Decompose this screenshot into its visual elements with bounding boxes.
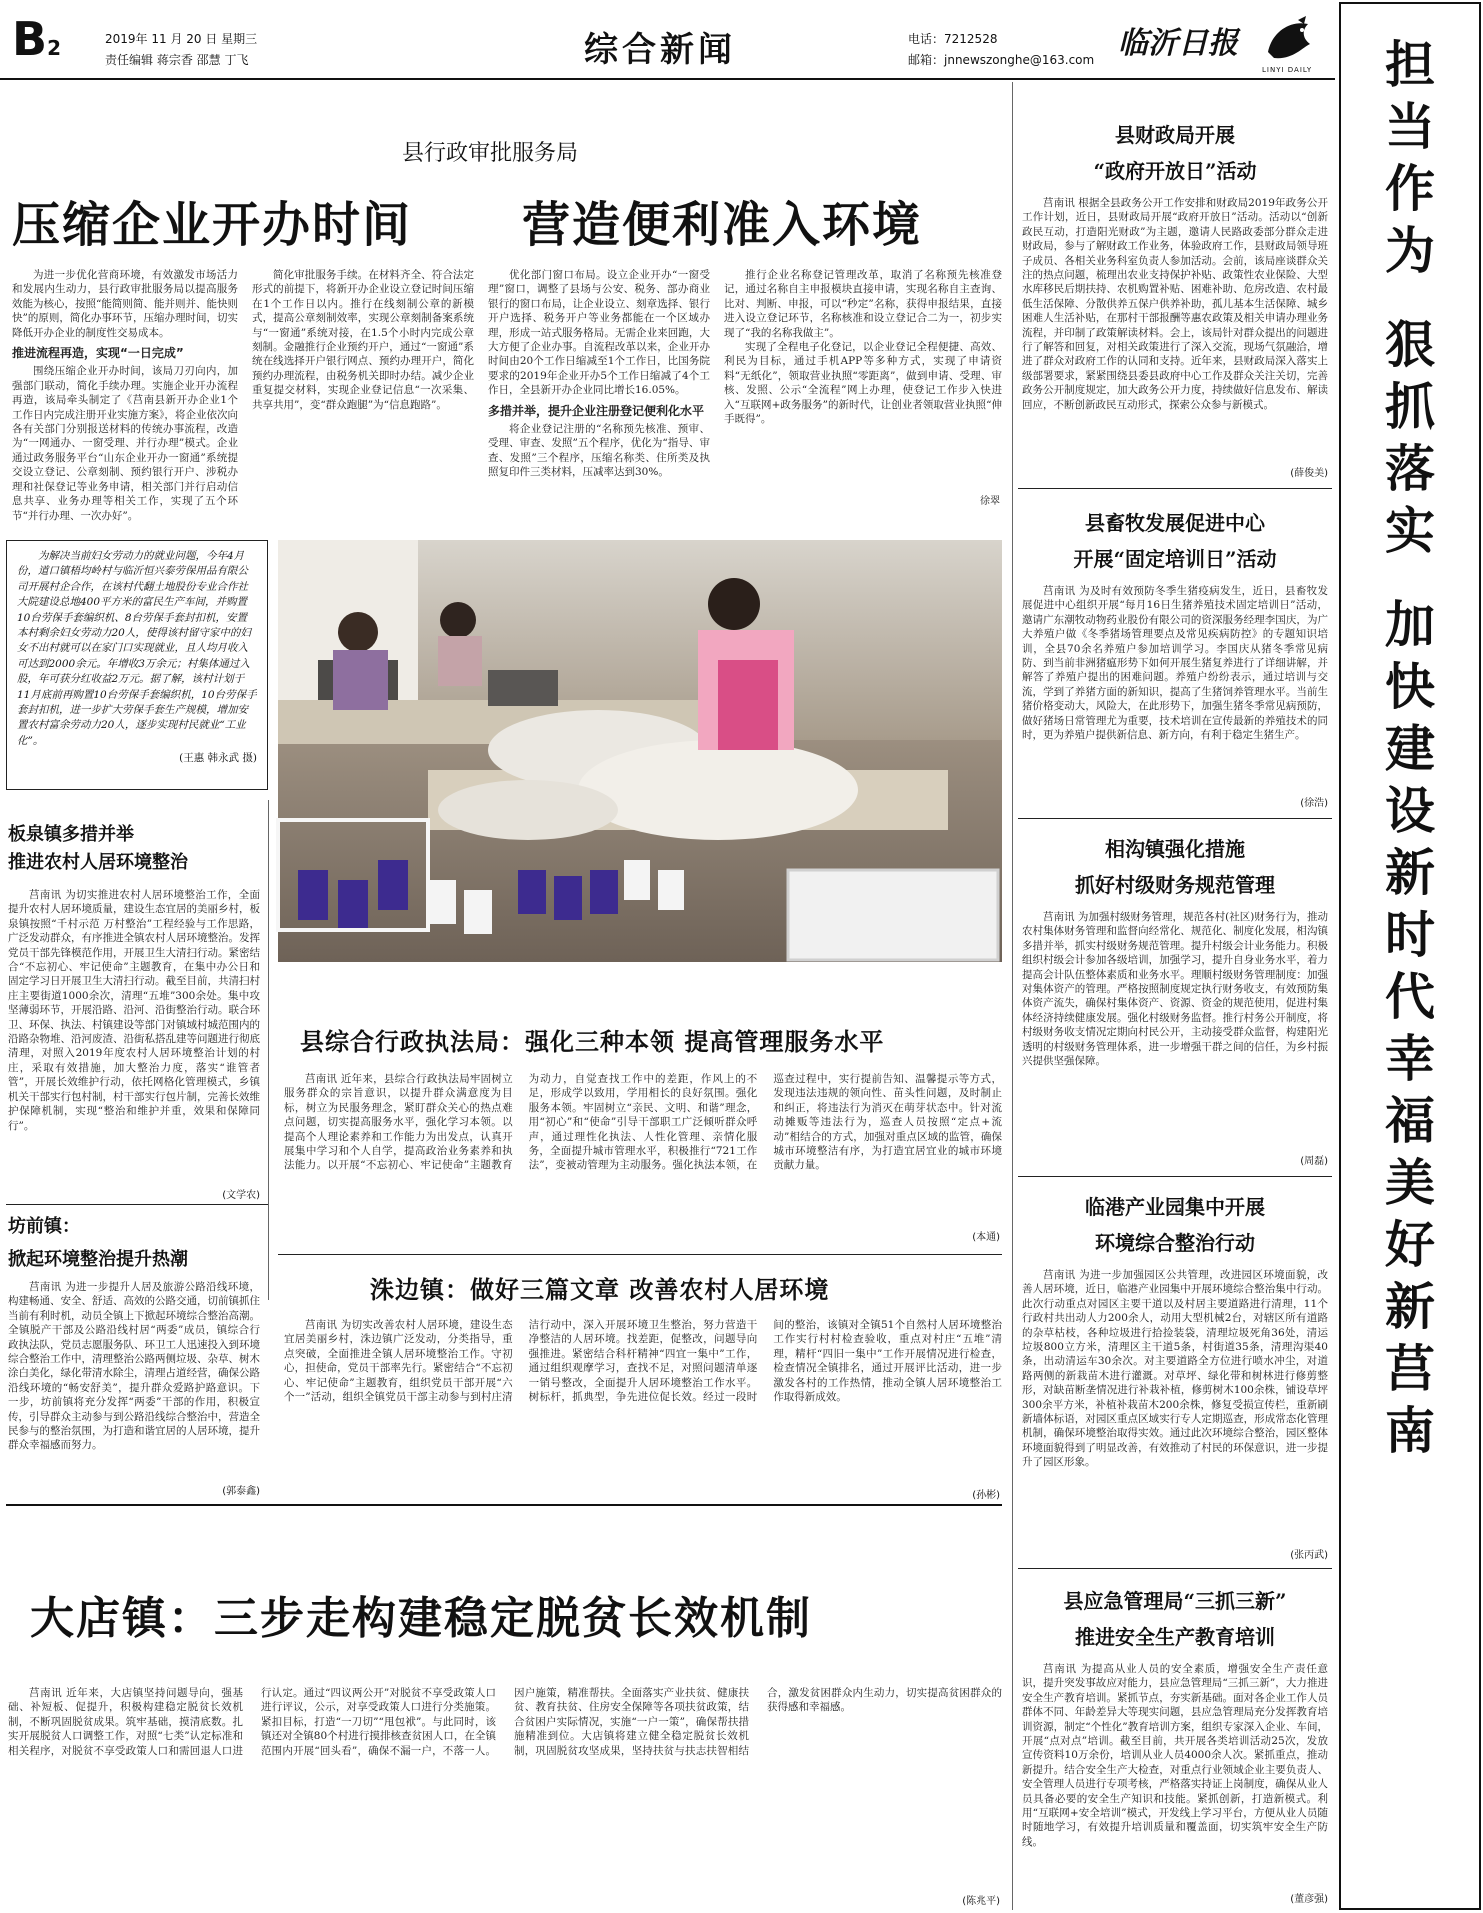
page-number bbox=[12, 12, 61, 71]
lead-paragraph: 推行企业名称登记管理改革，取消了名称预先核准登记，通过名称自主申报模块直接申请，实现名称自主查询、比对、判断、申报，可以“秒定”名称，获得申报结果，直接进入设立登记环节，名称核准和设立登记合二为一，初步实现了“我的名称我做主”。 bbox=[724, 269, 1002, 339]
finance-headline-2: “政府开放日”活动 bbox=[1093, 159, 1257, 183]
lingang-headline-2: 环境综合整治行动 bbox=[1095, 1231, 1255, 1255]
banquan-headline-1: 板泉镇多措并举 bbox=[8, 824, 134, 845]
livestock-headline-2: 开展“固定培训日”活动 bbox=[1073, 547, 1277, 571]
photo-caption-text: 为解决当前妇女劳动力的就业问题，今年4月份，道口镇梧均岭村与临沂恒兴泰劳保用品有限公司开展村企合作，在该村代翻土地股份专业合作社大院建设总地400平方米的富民生产车间，并购置10台劳保手套编织机、8台劳保手套封扣机，安置本村剩余妇女劳动力20人，使得该村留守家中的妇女不出村就可以在家门口实现就业，且人均月收入可达到2000余元。年增收3万余元；村集体通过入股，年可获分红收益2万元。据了解，该村计划于11月底前再购置10台劳保手套编织机，10台劳保手套封扣机，进一步扩大劳保手套生产规模，增加安置农村富余劳动力20人，逐步实现村民就业“工业化”。 bbox=[17, 550, 257, 747]
lead-byline: 徐翠 bbox=[980, 496, 1000, 507]
finance-text bbox=[1022, 196, 1328, 462]
left-article-rule bbox=[6, 1204, 268, 1205]
right-rule-1 bbox=[1018, 488, 1332, 489]
lead-column-2 bbox=[252, 268, 474, 504]
sewing-workshop-image bbox=[278, 540, 1002, 962]
slogan-line-3: 加快建设新时代幸福美好新莒南 bbox=[1385, 596, 1435, 1460]
email-line bbox=[908, 51, 1148, 69]
phone-number: 7212528 bbox=[944, 32, 998, 46]
xianggou-paragraph: 莒南讯 为加强村级财务管理，规范各村(社区)财务行为，推动农村集体财务管理和监督向经常化、规范化、制度化发展，相沟镇多措并举，抓实村级财务规范管理。提升村级会计业务能力。积极组织村级会计参加各级培训，加强学习，提升自身业务水平，着力提高会计队伍整体素质和业务水平。理顺村级财务管理制度：加强对集体资产的管理。严格按照制度规定执行财务收支，有效预防集体资产流失，确保村集体资产、资源、资金的规范使用，促进村集体经济持续健康发展。强化村级财务监督。推行村务公开制度，将村级财务收支情况定期向村民公开，主动接受群众监督，构建阳光透明的村级财务管理体系，进一步增强干群之间的信任，为乡村振兴提供坚强保障。 bbox=[1022, 911, 1328, 1068]
lead-paragraph: 简化审批服务手续。在材料齐全、符合法定形式的前提下，将新开办企业设立登记时间压缩在1个工作日以内。推行在线刻制公章的新模式，提高公章刻制效率，实现公章刻制备案系统与“一窗通”系统对接，在1.5个小时内完成公章刻制。金融推行企业预约开户，通过“一窗通”系统在线选择开户银行网点、预约办理开户，简化预约办理流程，由税务机关即时办结。减少企业重复提交材料，实现企业登记信息“一次采集、共享共用”，变“群众跑腿”为“信息跑路”。 bbox=[252, 269, 474, 411]
lead-subhead-1: 推进流程再造，实现“一日完成” bbox=[12, 346, 184, 361]
right-rule-4 bbox=[1018, 1568, 1332, 1569]
lingang-headline-1: 临港产业园集中开展 bbox=[1085, 1195, 1265, 1219]
slogan-panel bbox=[1339, 2, 1481, 1910]
lead-headline-left: 压缩企业开办时间 bbox=[12, 197, 413, 253]
finance-paragraph: 莒南讯 根据全县政务公开工作安排和财政局2019年政务公开工作计划，近日，县财政局开展“政府开放日”活动。活动以“创新政民互动，打造阳光财政”为主题，邀请人民路政委部分群众走进财政局，参与了解财政工作业务，体验政府工作，县财政局领导班子成员、各相关业务科室负责人参加活动。会前，该局座谈群众关注的热点问题，梳理出农业支持保护补贴、政策性农业保险、大型水库移民后期扶持、农机购置补贴、困难补助、危房改造、农村最低生活保障、分散供养五保户供养补助，孤儿基本生活保障、城乡困难人生活补贴，在那村干部报酬等惠农政策及相关申请办理业务流程，并印制了政策解读材料。会上，该局针对群众提出的问题进行了解答和回复，对相关政策进行了深入交流，现场气氛融洽，增进了群众对政府工作的认同和支持。近年来，县财政局深入落实上级部署要求，紧紧围绕县委县政府中心工作及群众关注关切，完善政务公开制度规定，加大政务公开力度，持续做好信息发布、解读回应，不断创新政民互动形式，探索公众参与新模式。 bbox=[1022, 197, 1328, 411]
banquan-text bbox=[8, 888, 260, 1184]
photo-caption-box bbox=[6, 540, 268, 790]
logo-subtitle: LINYI DAILY bbox=[1262, 66, 1313, 74]
lead-paragraph: 实现了全程电子化登记，以企业登记全程便捷、高效、利民为目标，通过手机APP等多种方式，实现了申请资料“无纸化”，领取营业执照“零距离”，做到申请、受理、审核、发照、公示“全流程”网上办理，使登记工作步入快进入“互联网+政务服务”的新时代，让创业者领取营业执照“伸手既得”。 bbox=[724, 341, 1002, 426]
lead-paragraph: 围绕压缩企业开办时间，该局刀刃向内，加强部门联动，简化手续办理。实施企业开办流程再造，该局牵头制定了《莒南县新开办企业1个工作日内完成注册开业实施方案》，将企业依次向各有关部门分别报送材料的传统办事流程，改造为“一网通办、一窗受理、并行办理”模式。企业通过政务服务平台“山东企业开办一窗通”系统提交设立登记、公章刻制、预约银行开户、涉税办理和社保登记等业务申请，相关部门并行启动信息共享、业务办理等相关工作，实现了五个环节“并行办理、一次办好”。 bbox=[12, 365, 238, 522]
emergency-text bbox=[1022, 1662, 1328, 1888]
lingang-text bbox=[1022, 1268, 1328, 1544]
lead-paragraph: 将企业登记注册的“名称预先核准、预审、受理、审查、发照”五个程序，优化为“指导、审查、发照”三个程序，压缩名称类、住所类及执照复印件三类材料，压减率达到30%。 bbox=[488, 423, 710, 479]
lead-kicker: 县行政审批服务局 bbox=[401, 141, 578, 166]
finance-byline: (薛俊美) bbox=[1290, 468, 1328, 479]
finance-headline-1: 县财政局开展 bbox=[1115, 123, 1235, 147]
fangqian-text bbox=[8, 1280, 260, 1480]
dadian-text bbox=[8, 1686, 1002, 1890]
livestock-headline-1: 县畜牧发展促进中心 bbox=[1085, 511, 1265, 535]
date-line: 2019年 11 月 20 日 星期三 bbox=[105, 32, 258, 46]
xianggou-headline-2: 抓好村级财务规范管理 bbox=[1075, 873, 1275, 897]
lead-column-1 bbox=[12, 268, 238, 522]
editors-line: 责任编辑 蒋宗香 邵慧 丁飞 bbox=[105, 53, 249, 67]
fangqian-headline-2: 掀起环境整治提升热潮 bbox=[8, 1249, 188, 1270]
lead-subhead-2: 多措并举，提升企业注册登记便利化水平 bbox=[488, 403, 705, 418]
lead-paragraph: 为进一步优化营商环境，有效激发市场活力和发展内生动力，县行政审批服务局以提高服务效能为核心，按照“能简则简、能并则并、能快则快”的原则，简化办事环节，压缩办理时间，切实降低开办企业的制度性交易成本。 bbox=[12, 269, 238, 339]
mid-rule bbox=[278, 1254, 1002, 1255]
livestock-text bbox=[1022, 584, 1328, 792]
phone-line bbox=[908, 30, 1108, 48]
enforcement-text bbox=[284, 1072, 1002, 1236]
slogan-gap bbox=[1341, 562, 1479, 594]
phone-label: 电话： bbox=[908, 32, 945, 46]
right-rule-3 bbox=[1018, 1176, 1332, 1177]
emergency-headline-1: 县应急管理局“三抓三新” bbox=[1063, 1589, 1287, 1613]
enforcement-byline: (本通) bbox=[972, 1232, 1000, 1243]
lead-headline-right: 营造便利准入环境 bbox=[522, 197, 923, 253]
lingang-paragraph: 莒南讯 为进一步加强园区公共管理，改进园区环境面貌，改善人居环境，近日，临港产业园集中开展环境综合整治集中行动。此次行动重点对园区主要干道以及村居主要道路进行清理，11个行政村共出动人力200余人，动用大型机械2台，对辖区所有道路的杂草枯枝，各种垃圾进行拾捡装袋，清理垃圾死角36处，清运垃圾800立方米，清理区主干道5条，村街道35条，清理沟渠40条，出动清运车30余次。对主要道路全方位进行喷水冲尘，对道路两侧的新栽苗木进行灌溉。对草坪、绿化带和树林进行修剪整形，对缺苗断垄情况进行补栽补植，修剪树木100余株，铺设草坪300余平方米，补植补栽苗木200余株，修复受损宣传栏，重新刷新墙体标语，对园区重点区域实行专人定期巡查，形成常态化管理机制，确保环境整治取得实效。通过此次环境综合整治，园区整体环境面貌得到了明显改善，有效推动了村民的环保意识，进一步提升了园区形象。 bbox=[1022, 1269, 1328, 1469]
xianggou-text bbox=[1022, 910, 1328, 1150]
banquan-byline: (文学农) bbox=[222, 1190, 260, 1201]
page-letter: B bbox=[12, 12, 48, 66]
slogan-line-2: 狠抓落实 bbox=[1385, 316, 1435, 560]
lead-paragraph: 优化部门窗口布局。设立企业开办“一窗受理”窗口，调整了县场与公安、税务、部办商业银行的窗口布局，让企业设立、刻章选择、银行开户选择、税务开户等业务都能在一个区域办理，形成一站式服务格局。无需企业来回跑，大大方便了企业办事。自流程改革以来，企业开办时间由20个工作日缩减至1个工作日，比国务院要求的2019年企业开办5个工作日缩减了4个工作日，全县新开办企业同比增长16.05%。 bbox=[488, 269, 710, 397]
factory-photo bbox=[278, 540, 1002, 962]
page-digit: 2 bbox=[47, 36, 61, 60]
enforcement-paragraph: 莒南讯 近年来，县综合行政执法局牢固树立服务群众的宗旨意识，以提升群众满意度为目标，树立为民服务理念，紧盯群众关心的热点难点问题，切实提高服务水平，强化学习本领。以提高个人理论素养和工作能力为出发点，认真开展集中学习和个人自学，提高政治业务素养和执法能力。以开展“不忘初心、牢记使命”主题教育为动力，自觉查找工作中的差距，作风上的不足，形成学以致用，学用相长的良好氛围。强化服务本领。牢固树立“亲民、文明、和谐”理念，用“初心”和“使命”引导干部职工广泛倾听群众呼声，通过理性化执法、人性化管理、亲情化服务，全面提升城市管理水平，积极推行“721工作法”，变被动管理为主动服务。强化执法本领，在巡查过程中，实行提前告知、温馨提示等方式，发现违法违规的领向性、苗头性问题，及时制止和纠正，将违法行为消灭在萌芽状态中。针对流动摊贩等违法行为，巡查人员按照“定点+流动”相结合的方式，加强对重点区域的监管，确保城市环境整洁有序，为打造宜居宜业的城市环境贡献力量。 bbox=[284, 1073, 1002, 1172]
dadian-byline: (陈兆平) bbox=[962, 1896, 1000, 1907]
slogan-line-1: 担当作为 bbox=[1385, 36, 1435, 280]
section-title: 综合新闻 bbox=[584, 30, 736, 70]
fangqian-headline-1: 坊前镇： bbox=[8, 1216, 80, 1237]
photo-credit: (王惠 韩永武 摄) bbox=[179, 752, 257, 765]
zhubian-paragraph: 莒南讯 为切实改善农村人居环境，建设生态宜居美丽乡村，洙边镇广泛发动，分类指导，重点突破，全面推进全镇人居环境整治工作。守初心，担使命，党员干部率先行。紧密结合“不忘初心、牢记使命”主题教育，组织党员干部开展“六个一”活动，组织全镇党员干部主动参与到村庄清洁行动中，深入开展环境卫生整治，努力营造干净整洁的人居环境。找差距，促整改，问题导向强推进。紧密结合科杆精神“四宜一集中”工作，通过组织观摩学习，查找不足，对照问题清单逐一销号整改，全面提升人居环境整治工作水平。树标杆，抓典型，争先进位促长效。经过一段时间的整治，该镇对全镇51个自然村人居环境整治工作实行村村检查验收，重点对村庄“五堆”清理，精杆“四旧一集中”工作开展情况进行检查，检查情况全镇排名，通过开展评比活动，进一步激发各村的工作热情，推动全镇人居环境整治工作取得新成效。 bbox=[284, 1319, 1002, 1404]
bird-logo-icon bbox=[1262, 14, 1318, 66]
banquan-headline-2: 推进农村人居环境整治 bbox=[8, 852, 188, 873]
banquan-paragraph: 莒南讯 为切实推进农村人居环境整治工作，全面提升农村人居环境质量，建设生态宜居的美丽乡村，板泉镇按照“千村示范 万村整治”工程经验与工作思路，广泛发动群众，有序推进全镇农村人居环境整治。发挥党员干部先锋模范作用，开展卫生大清扫行动。紧密结合“不忘初心、牢记使命”主题教育，在集中办公日和固定学习日开展卫生大清扫行动。截至目前，共清扫村庄主要街道1000余次，清理“五堆”300余处。集中攻坚薄弱环节，开展沿路、沿河、沿街整治行动。联合环卫、环保、执法、村镇建设等部门对镇域村城范围内的沿路杂物堆、沿河废渣、沿街私搭乱建等问题进行彻底清理，对照入2019年度农村人居环境整治计划的村庄，采取有效措施，加大整治力度，落实“谁管者管”，开展长效维护行动，依托网格化管理模式，乡镇机关干部实行包村制，村干部实行包片制，完善长效维护保障机制，实现“整治和维护并重，效果和保障同行”。 bbox=[8, 889, 260, 1132]
fangqian-byline: (郭泰鑫) bbox=[222, 1486, 260, 1497]
lead-column-4 bbox=[724, 268, 1002, 492]
zhubian-byline: (孙彬) bbox=[972, 1490, 1000, 1501]
xianggou-byline: (周磊) bbox=[1300, 1156, 1328, 1167]
left-column-divider bbox=[268, 800, 269, 1300]
livestock-byline: (徐浩) bbox=[1300, 798, 1328, 809]
masthead-rule bbox=[0, 78, 1335, 80]
email-label: 邮箱： bbox=[908, 53, 945, 67]
zhubian-headline: 洙边镇：做好三篇文章 改善农村人居环境 bbox=[370, 1276, 830, 1304]
dadian-headline: 大店镇：三步走构建稳定脱贫长效机制 bbox=[30, 1593, 812, 1644]
livestock-paragraph: 莒南讯 为及时有效预防冬季生猪疫病发生，近日，县畜牧发展促进中心组织开展“每月16日生猪养殖技术固定培训日”活动，邀请广东潮牧动物药业股份有限公司的资深服务经理李国庆，为广大养殖户做《冬季猪场管理要点及常见疾病防控》的专题知识培训，全县70余名养殖户参加培训学习。李国庆从猪冬季常见病防、到当前非洲猪瘟形势下如何开展生猪复养进行了详细讲解，并解答了养殖户提出的困难问题。养殖户纷纷表示，通过培训与交流，学到了养猪方面的新知识，提高了生猪饲养管理水平。当前生猪价格变动大，风险大，在此形势下，加强生猪冬季常见病预防，做好猪场日常管理尤为重要，技术培训在宣传最新的养殖技术的同时，更为养殖户提供新信息、新方向，有利于稳定生猪生产。 bbox=[1022, 585, 1328, 742]
lower-rule bbox=[6, 1504, 1002, 1506]
dadian-paragraph: 莒南讯 近年来，大店镇坚持问题导向，强基础、补短板、促提升，积极构建稳定脱贫长效机制，不断巩固脱贫成果。筑牢基础，摸清底数。扎实开展脱贫人口调整工作，对照“七类”认定标准和相关程序，对脱贫不享受政策人口和需回退人口进行认定。通过“四议两公开”对脱贫不享受政策人口进行评议，公示，对享受政策人口进行分类施策。紧扣目标，打造“一刀切”“甩包袱”。与此同时，该镇还对全镇80个村进行摸排核查贫困人口，在全镇范围内开展“回头看”，确保不漏一户，不落一人。因户施策，精准帮扶。全面落实产业扶贫、健康扶贫、教育扶贫、住房安全保障等各项扶贫政策，结合贫困户实际情况，实施“一户一策”，确保帮扶措施精准到位。大店镇将建立健全稳定脱贫长效机制，巩固脱贫攻坚成果，坚持扶贫与扶志扶智相结合，激发贫困群众内生动力，切实提高贫困群众的获得感和幸福感。 bbox=[8, 1687, 1002, 1757]
fangqian-paragraph: 莒南讯 为进一步提升人居及旅游公路沿线环境，构建畅通、安全、舒适、高效的公路交通，切前镇抓住当前有利时机，动员全镇上下掀起环境综合整治高潮。全镇脱产干部及公路沿线村居“两委”成员，镇综合行政执法队，党员志愿服务队、环卫工人迅速投入到环境综合整治工作中，清理整治公路两侧垃圾、杂草、树木涂白美化，绿化带清水除尘，清理占道经营，确保公路沿线环境的“畅安舒美”，提升群众爱路护路意识。下一步，坊前镇将充分发挥“两委”干部的作用，积极宣传，引导群众主动参与到公路沿线综合整治中，营造全民参与的整治氛围，为打造和谐宜居的人居环境，提升群众幸福感而努力。 bbox=[8, 1281, 260, 1452]
enforcement-headline: 县综合行政执法局：强化三种本领 提高管理服务水平 bbox=[300, 1028, 885, 1056]
right-rule-2 bbox=[1018, 818, 1332, 819]
zhubian-text bbox=[284, 1318, 1002, 1482]
slogan-gap bbox=[1341, 282, 1479, 314]
lead-column-3 bbox=[488, 268, 710, 504]
newspaper-logo: 临沂日报 bbox=[1118, 26, 1238, 61]
emergency-paragraph: 莒南讯 为提高从业人员的安全素质，增强安全生产责任意识，提升突发事故应对能力，县应急管理局“三抓三新”，大力推进安全生产教育培训。紧抓节点，夯实新基础。面对各企业工作人员群体不同、年龄差异大等现实问题，县应急管理局充分发挥教育培训资源，制定“个性化”教育培训方案，组织专家深入企业、车间，开展“点对点”培训。截至目前，共开展各类培训活动25次，发放宣传资料10万余份，培训从业人员4000余人次。紧抓重点，推动新提升。结合安全生产大检查，对重点行业领域企业主要负责人、安全管理人员进行专项考核，严格落实持证上岗制度，确保从业人员具备必要的安全生产知识和技能。紧抓创新，打造新模式。利用“互联网+安全培训”模式，开发线上学习平台，方便从业人员随时随地学习，有效提升培训质量和覆盖面，切实筑牢安全生产防线。 bbox=[1022, 1663, 1328, 1848]
emergency-byline: (董彦强) bbox=[1290, 1894, 1328, 1905]
lingang-byline: (张丙武) bbox=[1290, 1550, 1328, 1561]
email-address: jnnewszonghe@163.com bbox=[944, 53, 1095, 67]
emergency-headline-2: 推进安全生产教育培训 bbox=[1075, 1625, 1275, 1649]
right-column-divider bbox=[1012, 82, 1013, 1910]
xianggou-headline-1: 相沟镇强化措施 bbox=[1105, 837, 1245, 861]
